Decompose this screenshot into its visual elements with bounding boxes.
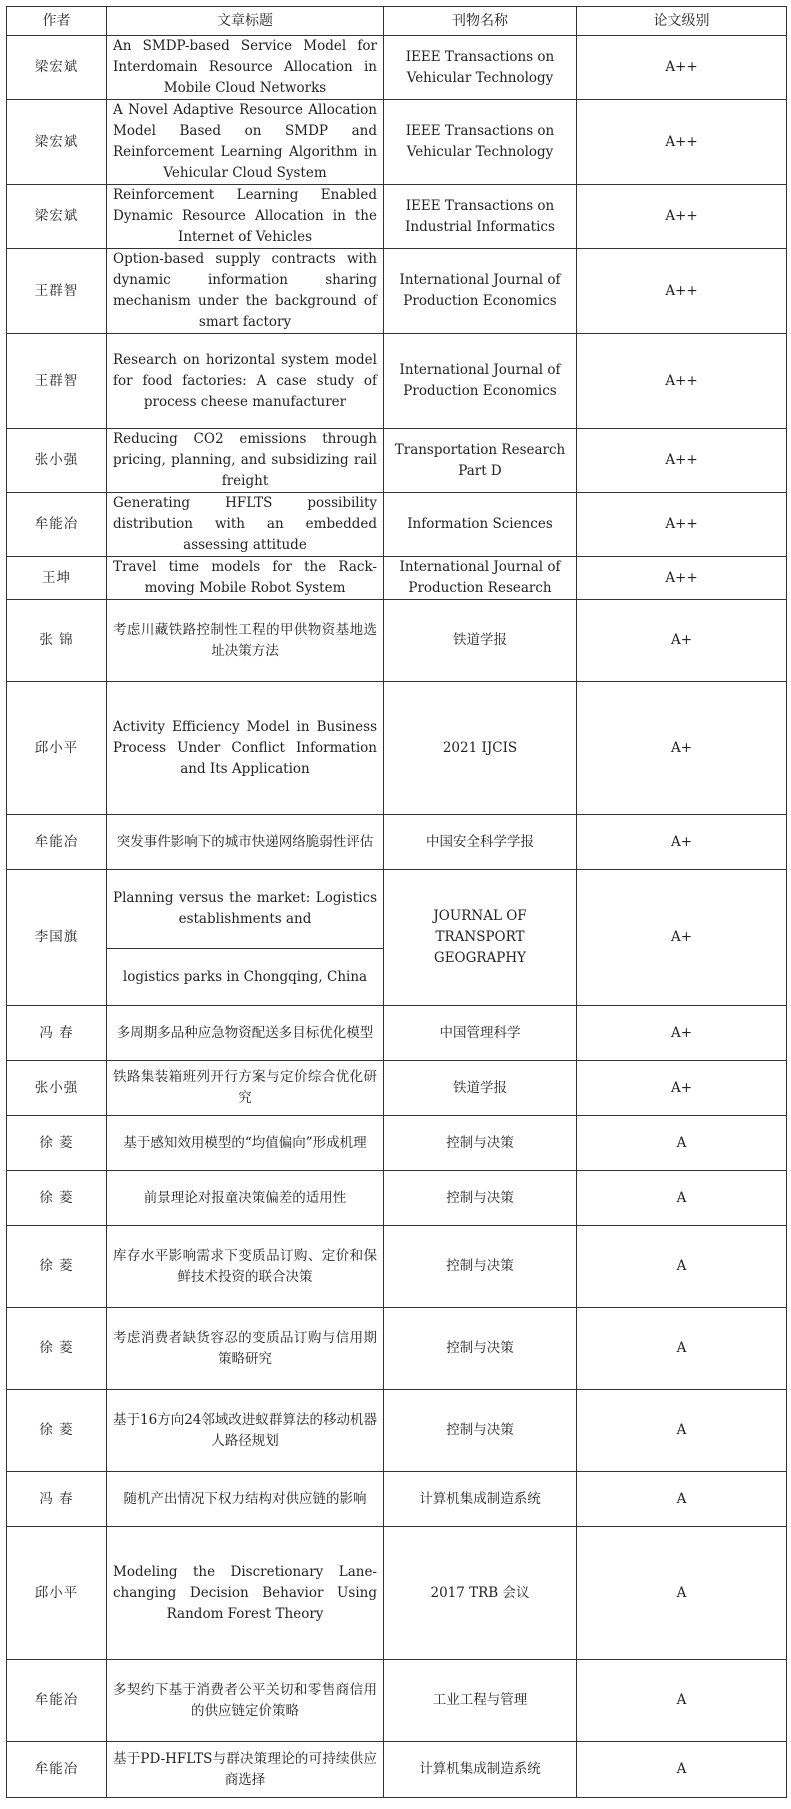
table-row [7, 429, 787, 493]
level-cell: A+ [577, 815, 787, 870]
author-cell: 徐 菱 [7, 1226, 107, 1308]
author-cell: 梁宏斌 [7, 185, 107, 249]
title-cell: Activity Efficiency Model in Business Process Under Conflict Information and Its Application [107, 682, 384, 815]
title-cell [107, 870, 384, 1006]
journal-cell: 控制与决策 [384, 1308, 577, 1390]
journal-cell: 控制与决策 [384, 1226, 577, 1308]
journal-cell: IEEE Transactions on Vehicular Technology [384, 100, 577, 185]
table-row [7, 1061, 787, 1116]
title-cell: 突发事件影响下的城市快递网络脆弱性评估 [107, 815, 384, 870]
journal-cell: 2021 IJCIS [384, 682, 577, 815]
journal-cell: JOURNAL OF TRANSPORT GEOGRAPHY [384, 870, 577, 1006]
table-row [7, 815, 787, 870]
title-cell: Option-based supply contracts with dynamic information sharing mechanism under the background of smart factory [107, 249, 384, 334]
table-row [7, 1472, 787, 1527]
header-journal: 刊物名称 [384, 7, 577, 36]
level-cell: A++ [577, 36, 787, 100]
author-cell: 李国旗 [7, 870, 107, 1006]
journal-cell: 控制与决策 [384, 1390, 577, 1472]
title-cell: 基于16方向24邻域改进蚁群算法的移动机器人路径规划 [107, 1390, 384, 1472]
author-cell: 徐 菱 [7, 1116, 107, 1171]
table-row [7, 249, 787, 334]
level-cell: A+ [577, 682, 787, 815]
title-part-a: Planning versus the market: Logistics establishments and [113, 890, 377, 927]
author-cell: 牟能冶 [7, 1742, 107, 1798]
author-cell: 牟能冶 [7, 815, 107, 870]
table-row [7, 1390, 787, 1472]
level-cell: A [577, 1527, 787, 1660]
table-row [7, 493, 787, 557]
author-cell: 冯 春 [7, 1006, 107, 1061]
level-cell: A+ [577, 600, 787, 682]
table-row [7, 1308, 787, 1390]
journal-cell: 控制与决策 [384, 1116, 577, 1171]
journal-cell: 中国安全科学学报 [384, 815, 577, 870]
level-cell: A++ [577, 100, 787, 185]
author-cell: 徐 菱 [7, 1171, 107, 1226]
title-cell: 库存水平影响需求下变质品订购、定价和保鲜技术投资的联合决策 [107, 1226, 384, 1308]
title-cell: Reinforcement Learning Enabled Dynamic Resource Allocation in the Internet of Vehicles [107, 185, 384, 249]
journal-cell: IEEE Transactions on Vehicular Technology [384, 36, 577, 100]
journal-cell: 工业工程与管理 [384, 1660, 577, 1742]
level-cell: A+ [577, 1061, 787, 1116]
header-level: 论文级别 [577, 7, 787, 36]
journal-cell: 铁道学报 [384, 1061, 577, 1116]
table-row [7, 870, 787, 1006]
author-cell: 王群智 [7, 334, 107, 429]
level-cell: A [577, 1226, 787, 1308]
journal-cell: International Journal of Production Research [384, 557, 577, 600]
journal-cell: Transportation Research Part D [384, 429, 577, 493]
title-cell: Travel time models for the Rack-moving Mobile Robot System [107, 557, 384, 600]
table-row [7, 682, 787, 815]
journal-cell: International Journal of Production Economics [384, 334, 577, 429]
author-cell: 王群智 [7, 249, 107, 334]
table-row [7, 1226, 787, 1308]
level-cell: A [577, 1742, 787, 1798]
journal-cell: 铁道学报 [384, 600, 577, 682]
author-cell: 牟能冶 [7, 493, 107, 557]
level-cell: A [577, 1116, 787, 1171]
title-cell: 前景理论对报童决策偏差的适用性 [107, 1171, 384, 1226]
header-title: 文章标题 [107, 7, 384, 36]
paper-table [6, 6, 787, 1798]
level-cell: A [577, 1472, 787, 1527]
table-row [7, 1660, 787, 1742]
title-cell: 随机产出情况下权力结构对供应链的影响 [107, 1472, 384, 1527]
title-cell: Modeling the Discretionary Lane-changing Decision Behavior Using Random Forest Theory [107, 1527, 384, 1660]
level-cell: A++ [577, 334, 787, 429]
level-cell: A [577, 1390, 787, 1472]
title-cell: Generating HFLTS possibility distribution with an embedded assessing attitude [107, 493, 384, 557]
level-cell: A++ [577, 249, 787, 334]
author-cell: 徐 菱 [7, 1308, 107, 1390]
title-cell: Reducing CO2 emissions through pricing, planning, and subsidizing rail freight [107, 429, 384, 493]
level-cell: A+ [577, 870, 787, 1006]
table-row [7, 1742, 787, 1798]
level-cell: A++ [577, 429, 787, 493]
level-cell: A++ [577, 185, 787, 249]
table-row [7, 100, 787, 185]
journal-cell: 计算机集成制造系统 [384, 1742, 577, 1798]
table-row [7, 557, 787, 600]
level-cell: A++ [577, 557, 787, 600]
author-cell: 冯 春 [7, 1472, 107, 1527]
level-cell: A+ [577, 1006, 787, 1061]
level-cell: A++ [577, 493, 787, 557]
title-cell: 多周期多品种应急物资配送多目标优化模型 [107, 1006, 384, 1061]
journal-cell: IEEE Transactions on Industrial Informatics [384, 185, 577, 249]
title-cell: 基于感知效用模型的“均值偏向”形成机理 [107, 1116, 384, 1171]
title-cell: 考虑川藏铁路控制性工程的甲供物资基地选址决策方法 [107, 600, 384, 682]
author-cell: 张小强 [7, 429, 107, 493]
table-row [7, 1006, 787, 1061]
journal-cell: 2017 TRB 会议 [384, 1527, 577, 1660]
table-row [7, 1116, 787, 1171]
level-cell: A [577, 1660, 787, 1742]
title-cell: Research on horizontal system model for food factories: A case study of process cheese manufacturer [107, 334, 384, 429]
level-cell: A [577, 1308, 787, 1390]
title-cell: 多契约下基于消费者公平关切和零售商信用的供应链定价策略 [107, 1660, 384, 1742]
journal-cell: 中国管理科学 [384, 1006, 577, 1061]
table-row [7, 334, 787, 429]
title-cell: A Novel Adaptive Resource Allocation Model Based on SMDP and Reinforcement Learning Algorithm in Vehicular Cloud System [107, 100, 384, 185]
title-cell: 考虑消费者缺货容忍的变质品订购与信用期策略研究 [107, 1308, 384, 1390]
journal-cell: 控制与决策 [384, 1171, 577, 1226]
author-cell: 牟能冶 [7, 1660, 107, 1742]
journal-cell: Information Sciences [384, 493, 577, 557]
author-cell: 王坤 [7, 557, 107, 600]
title-part-b: logistics parks in Chongqing, China [122, 968, 368, 985]
table-row [7, 185, 787, 249]
header-author: 作者 [7, 7, 107, 36]
author-cell: 梁宏斌 [7, 36, 107, 100]
author-cell: 梁宏斌 [7, 100, 107, 185]
author-cell: 张小强 [7, 1061, 107, 1116]
author-cell: 邱小平 [7, 682, 107, 815]
title-cell: 铁路集装箱班列开行方案与定价综合优化研究 [107, 1061, 384, 1116]
author-cell: 张 锦 [7, 600, 107, 682]
table-row [7, 1527, 787, 1660]
author-cell: 邱小平 [7, 1527, 107, 1660]
header-row [7, 7, 787, 36]
table-row [7, 1171, 787, 1226]
table-row [7, 36, 787, 100]
author-cell: 徐 菱 [7, 1390, 107, 1472]
table-row [7, 600, 787, 682]
title-cell: An SMDP-based Service Model for Interdomain Resource Allocation in Mobile Cloud Networks [107, 36, 384, 100]
journal-cell: International Journal of Production Economics [384, 249, 577, 334]
journal-cell: 计算机集成制造系统 [384, 1472, 577, 1527]
level-cell: A [577, 1171, 787, 1226]
title-cell: 基于PD-HFLTS与群决策理论的可持续供应商选择 [107, 1742, 384, 1798]
